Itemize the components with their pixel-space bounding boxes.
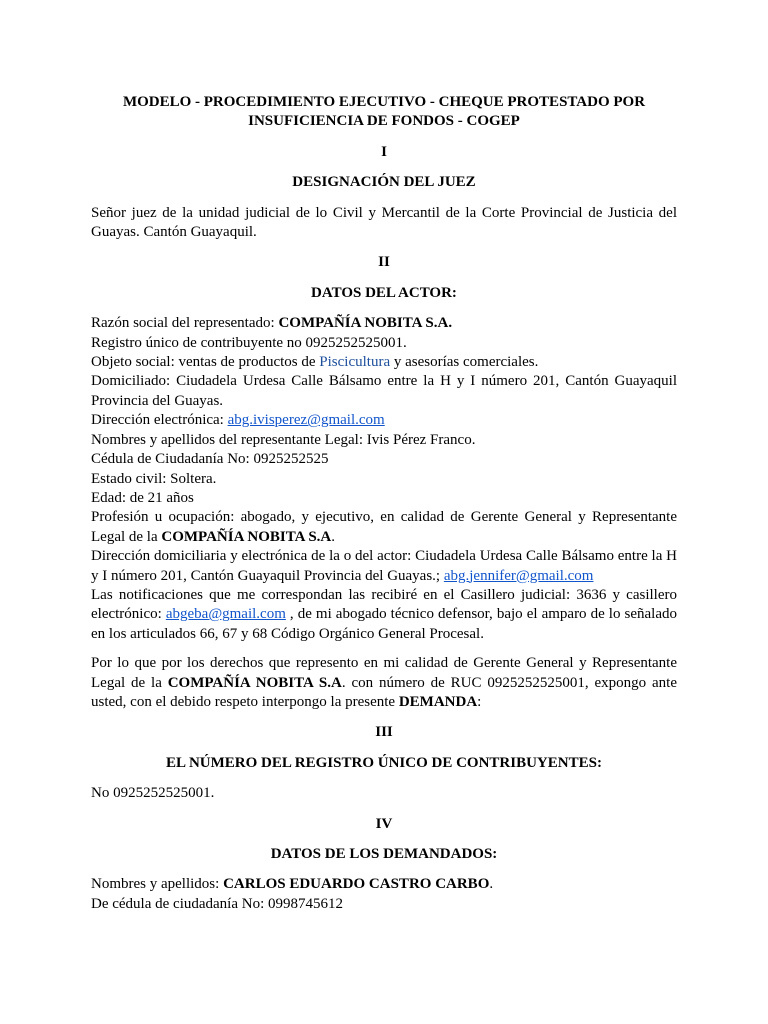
demanda-text-2: . con número de RUC 0925252525001, expongo ante usted, con el debido respeto interpongo la presente xyxy=(91,674,677,710)
demandado-nombres-value: CARLOS EDUARDO CASTRO CARBO xyxy=(223,876,490,893)
demandado-nombres-end: . xyxy=(489,876,494,893)
ruc-line: Registro único de contribuyente no 0925252525001. xyxy=(91,334,407,351)
section-1-text: Señor juez de la unidad judicial de lo Civil y Mercantil de la Corte Provincial de Justicia del Guayas. Cantón Guayaquil. xyxy=(91,204,677,241)
notificaciones-email-link[interactable]: abgeba@gmail.com xyxy=(165,606,286,623)
document-title-line-1: MODELO - PROCEDIMIENTO EJECUTIVO - CHEQUE PROTESTADO POR xyxy=(122,94,646,110)
demandado-nombres-line xyxy=(91,875,677,894)
profesion-text: Profesión u ocupación: abogado, y ejecutivo, en calidad de Gerente General y Representante Legal de la xyxy=(91,509,677,545)
demandado-cedula-line: De cédula de ciudadanía No: 0998745612 xyxy=(91,895,344,912)
objeto-social-line xyxy=(91,353,677,372)
demanda-text-1: Por lo que por los derechos que represento en mi calidad de Gerente General y Representante Legal de la xyxy=(91,655,677,691)
objeto-social-highlight: Piscicultura xyxy=(319,354,391,371)
notificaciones-line xyxy=(91,586,677,644)
notificaciones-text: Las notificaciones que me correspondan las recibiré en el Casillero judicial: 3636 y casillero electrónico: xyxy=(91,586,677,623)
document-title-line-2: INSUFICIENCIA DE FONDOS - COGEP xyxy=(248,113,520,130)
section-3-text: No 0925252525001. xyxy=(91,785,215,802)
domicilio-line: Domiciliado: Ciudadela Urdesa Calle Bálsamo entre la H y I número 201, Cantón Guayaquil Provincia del Guayas. xyxy=(91,373,677,409)
section-2-numeral: II xyxy=(378,254,390,271)
direccion-domiciliaria-email-link[interactable]: abg.jennifer@gmail.com xyxy=(443,567,594,584)
notificaciones-rest: , de mi abogado técnico defensor, bajo el amparo de lo señalado en los articulados 66, 67 y 68 Código Orgánico General Procesal. xyxy=(91,606,677,642)
profesion-company: COMPAÑÍA NOBITA S.A xyxy=(161,528,332,545)
razon-social-line xyxy=(91,314,677,333)
email-link[interactable]: abg.ivisperez@gmail.com xyxy=(227,412,385,429)
section-3-heading: EL NÚMERO DEL REGISTRO ÚNICO DE CONTRIBUYENTES: xyxy=(166,754,602,771)
section-1-heading: DESIGNACIÓN DEL JUEZ xyxy=(292,174,476,191)
section-1-numeral: I xyxy=(381,143,387,160)
section-2-heading: DATOS DEL ACTOR: xyxy=(311,284,457,301)
profesion-line xyxy=(91,508,677,547)
objeto-social-rest: y asesorías comerciales. xyxy=(390,354,539,371)
razon-social-label: Razón social del representado: xyxy=(91,315,279,332)
demanda-company: COMPAÑÍA NOBITA S.A xyxy=(167,674,342,691)
section-4-heading: DATOS DE LOS DEMANDADOS: xyxy=(270,846,498,862)
representante-legal-line: Nombres y apellidos del representante Legal: Ivis Pérez Franco. xyxy=(91,431,476,448)
email-line xyxy=(91,411,677,430)
edad-line: Edad: de 21 años xyxy=(91,489,194,506)
demanda-end: : xyxy=(477,693,482,710)
razon-social-value: COMPAÑÍA NOBITA S.A. xyxy=(278,315,453,332)
direccion-domiciliaria-text: Dirección domiciliaria y electrónica de la o del actor: Ciudadela Urdesa Calle Bálsamo entre la H y I número 201, Cantón Guayaquil Provincia del Guayas.; xyxy=(91,548,677,584)
demanda-keyword: DEMANDA xyxy=(398,693,478,710)
demandado-nombres-label: Nombres y apellidos: xyxy=(91,876,224,893)
demanda-paragraph xyxy=(91,654,677,712)
direccion-domiciliaria-line xyxy=(91,547,677,586)
actor-data-block xyxy=(91,314,677,644)
estado-civil-line: Estado civil: Soltera. xyxy=(91,470,217,487)
section-4-numeral: IV xyxy=(375,815,393,832)
section-3-numeral: III xyxy=(375,724,393,741)
email-label: Dirección electrónica: xyxy=(91,412,228,429)
cedula-line: Cédula de Ciudadanía No: 0925252525 xyxy=(91,451,329,468)
objeto-social-label: Objeto social: ventas de productos de xyxy=(91,354,320,371)
profesion-end: . xyxy=(331,528,336,545)
